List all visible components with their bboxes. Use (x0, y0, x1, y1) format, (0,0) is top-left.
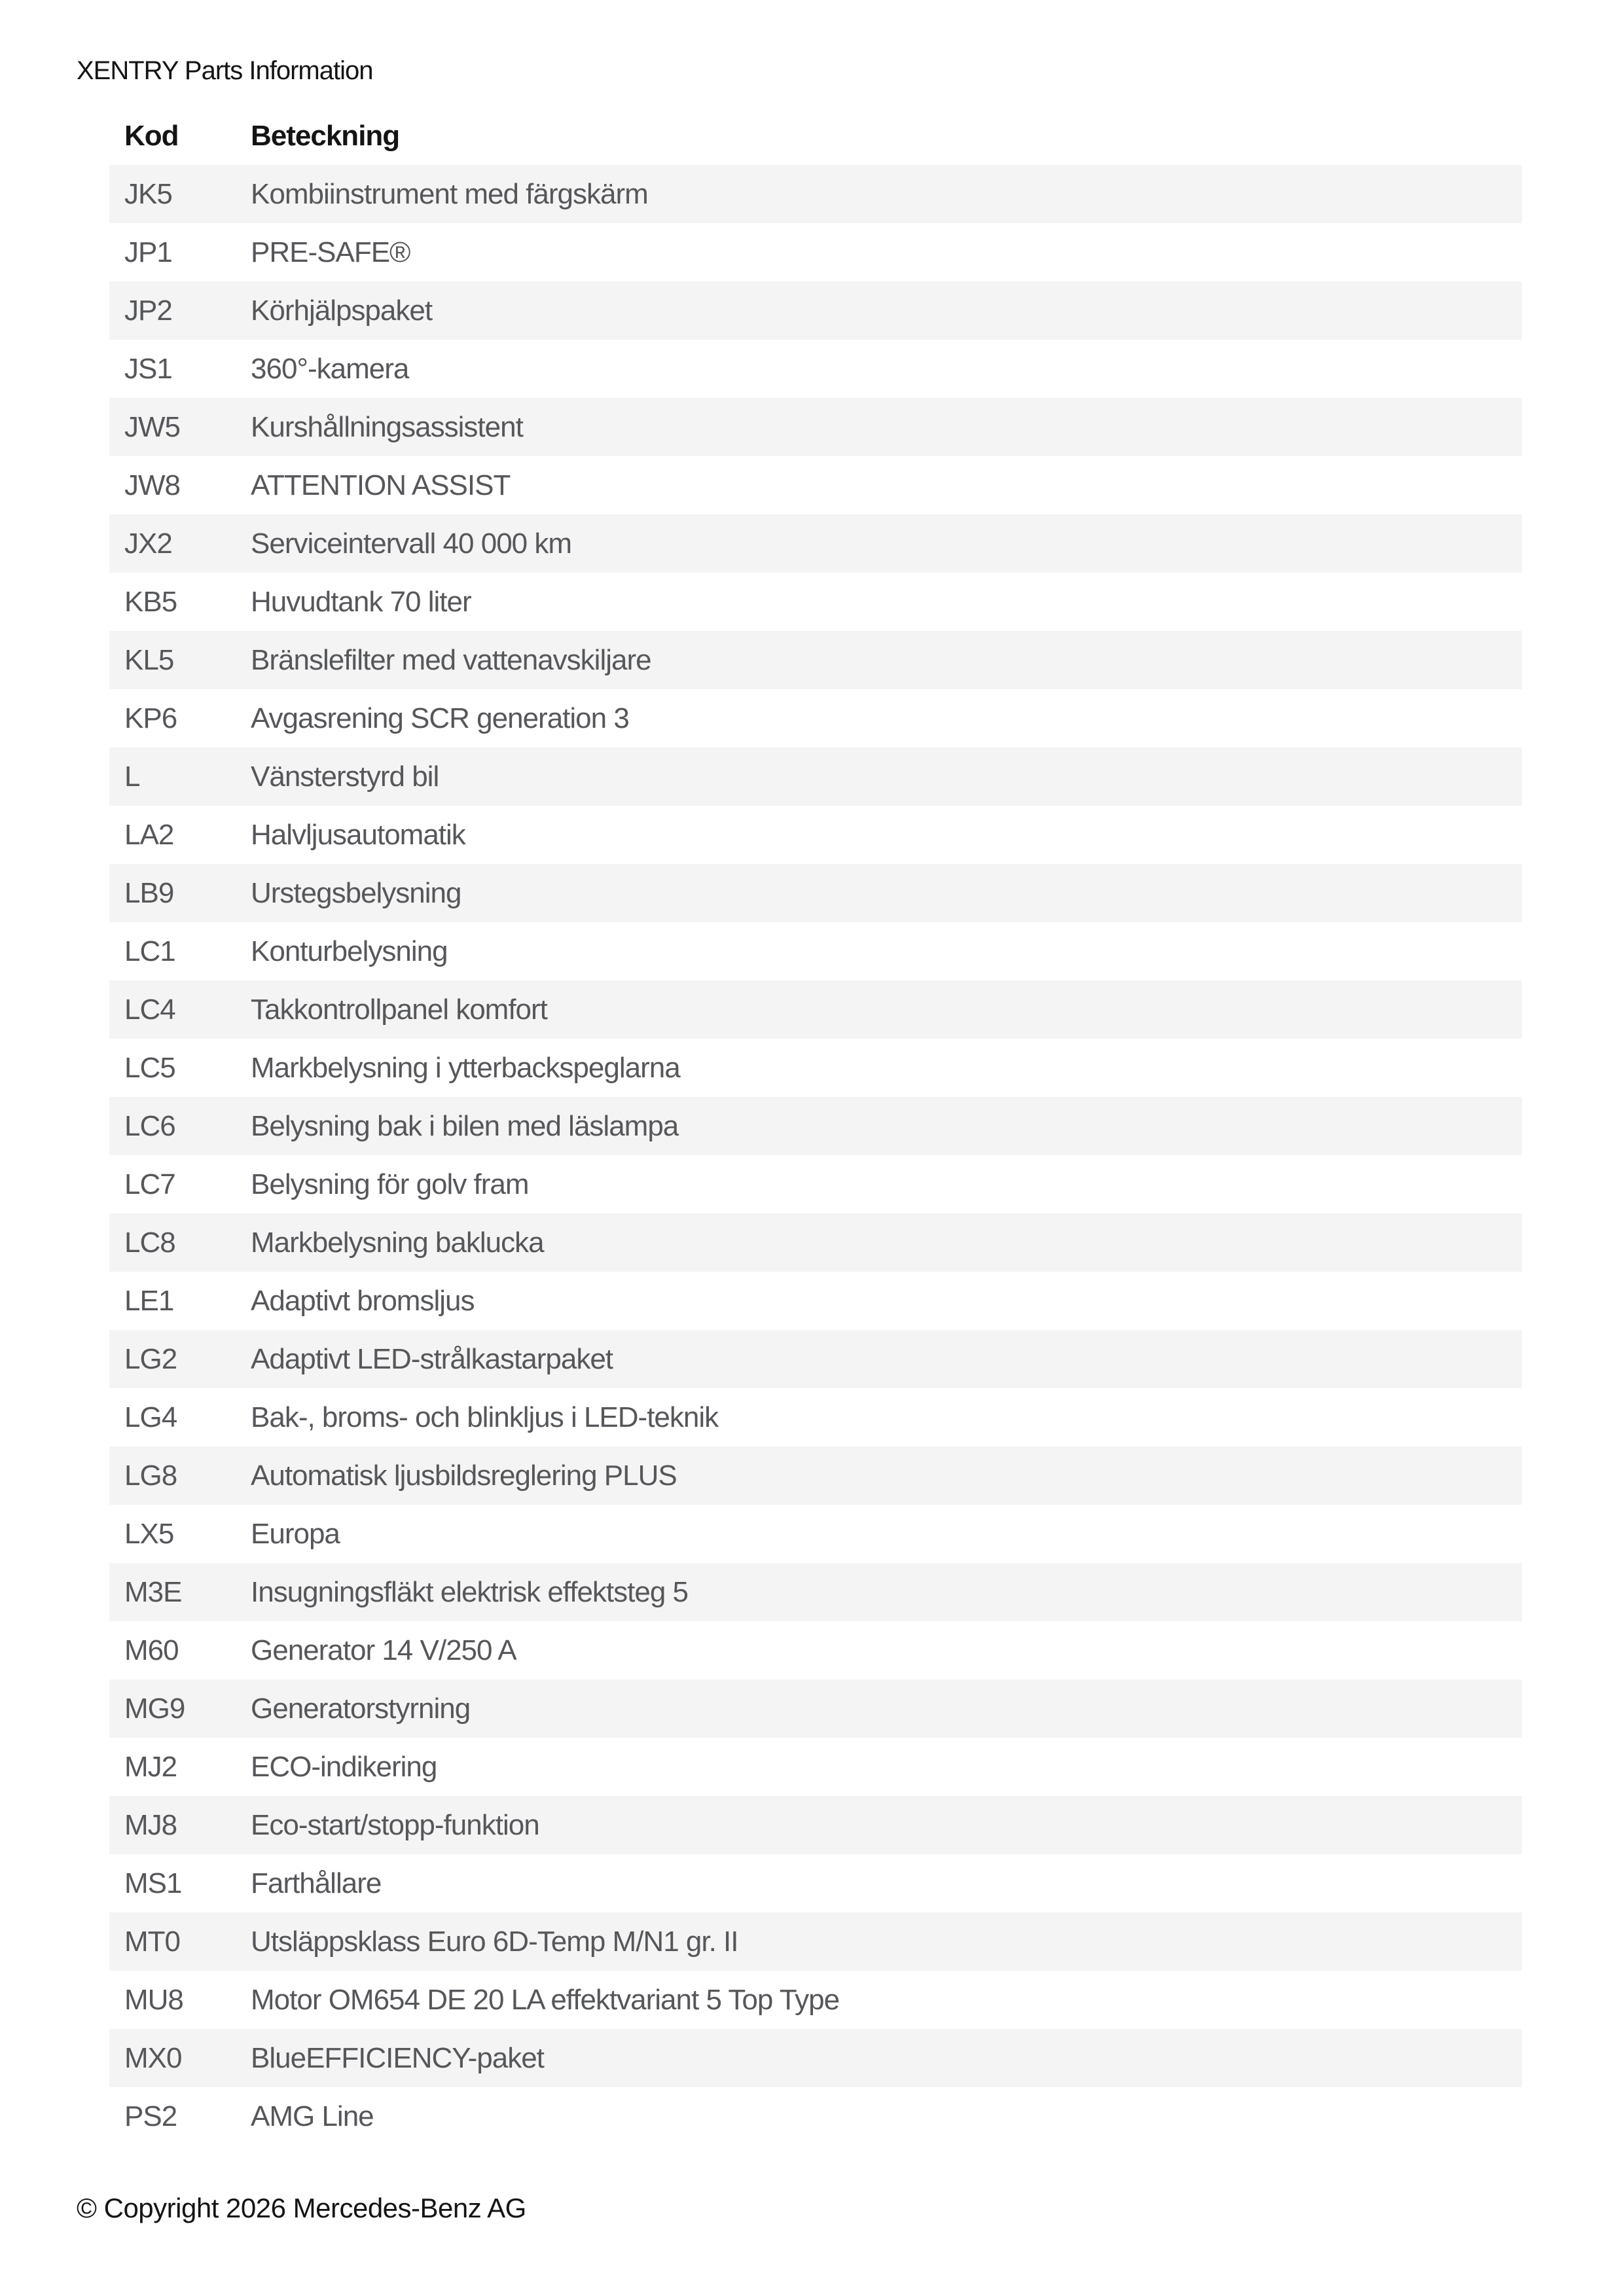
row-code: KP6 (124, 702, 177, 734)
row-description: ATTENTION ASSIST (251, 469, 511, 501)
row-code: JW8 (124, 469, 180, 501)
copyright-footer: © Copyright 2026 Mercedes-Benz AG (77, 2193, 526, 2223)
row-description: ECO-indikering (251, 1750, 437, 1783)
row-code: JX2 (124, 527, 172, 560)
row-code: LC8 (124, 1226, 175, 1259)
row-description: Belysning bak i bilen med läslampa (251, 1109, 679, 1142)
table-row (109, 1505, 1522, 1563)
row-code: LE1 (124, 1284, 174, 1317)
table-row (109, 1388, 1522, 1446)
row-description: Generatorstyrning (251, 1692, 471, 1725)
row-code: MU8 (124, 1983, 183, 2016)
row-description: Motor OM654 DE 20 LA effektvariant 5 Top Type (251, 1983, 840, 2016)
row-description: Urstegsbelysning (251, 876, 461, 909)
row-description: Bak-, broms- och blinkljus i LED-teknik (251, 1401, 719, 1433)
table-row (109, 165, 1522, 223)
row-description: Körhjälpspaket (251, 294, 433, 327)
table-row (109, 1679, 1522, 1738)
row-code: JK5 (124, 177, 172, 210)
row-description: Kombiinstrument med färgskärm (251, 177, 648, 210)
row-description: Konturbelysning (251, 935, 448, 967)
row-code: LB9 (124, 876, 174, 909)
row-code: L (124, 760, 140, 793)
row-code: LC7 (124, 1168, 175, 1200)
table-row (109, 281, 1522, 340)
row-description: Markbelysning baklucka (251, 1226, 544, 1259)
row-code: JP2 (124, 294, 172, 327)
row-code: MJ8 (124, 1808, 177, 1841)
table-row (109, 1446, 1522, 1505)
table-row (109, 1563, 1522, 1621)
row-description: Avgasrening SCR generation 3 (251, 702, 629, 734)
codes-table (109, 107, 1522, 2145)
table-row (109, 1097, 1522, 1155)
row-description: Europa (251, 1517, 340, 1550)
row-code: LA2 (124, 818, 174, 851)
table-row (109, 1330, 1522, 1388)
row-code: LG4 (124, 1401, 177, 1433)
table-row (109, 514, 1522, 573)
table-row (109, 1621, 1522, 1679)
table-row (109, 340, 1522, 398)
row-description: Adaptivt bromsljus (251, 1284, 475, 1317)
row-description: Insugningsfläkt elektrisk effektsteg 5 (251, 1575, 689, 1608)
column-header-kod: Kod (124, 119, 179, 152)
table-row (109, 631, 1522, 689)
table-row (109, 1738, 1522, 1796)
row-description: BlueEFFICIENCY-paket (251, 2041, 544, 2074)
row-description: Belysning för golv fram (251, 1168, 529, 1200)
row-description: Eco-start/stopp-funktion (251, 1808, 539, 1841)
table-row (109, 2029, 1522, 2087)
row-description: Vänsterstyrd bil (251, 760, 439, 793)
table-row (109, 980, 1522, 1039)
table-row (109, 456, 1522, 514)
table-row (109, 806, 1522, 864)
row-description: Takkontrollpanel komfort (251, 993, 547, 1026)
table-header (109, 107, 1522, 165)
table-row (109, 1155, 1522, 1213)
row-code: LC1 (124, 935, 175, 967)
row-code: LC5 (124, 1051, 175, 1084)
row-description: Serviceintervall 40 000 km (251, 527, 572, 560)
table-row (109, 2087, 1522, 2145)
row-description: Farthållare (251, 1867, 382, 1899)
row-code: LC6 (124, 1109, 175, 1142)
row-description: 360°-kamera (251, 352, 409, 385)
row-description: Automatisk ljusbildsreglering PLUS (251, 1459, 677, 1492)
row-description: AMG Line (251, 2100, 374, 2132)
row-code: PS2 (124, 2100, 177, 2132)
row-description: Adaptivt LED-strålkastarpaket (251, 1342, 613, 1375)
row-code: M60 (124, 1634, 179, 1666)
row-description: Kurshållningsassistent (251, 410, 523, 443)
row-description: Huvudtank 70 liter (251, 585, 471, 618)
table-row (109, 1272, 1522, 1330)
row-code: LG8 (124, 1459, 177, 1492)
table-row (109, 573, 1522, 631)
table-body (109, 165, 1522, 2145)
row-description: Utsläppsklass Euro 6D-Temp M/N1 gr. II (251, 1925, 738, 1958)
row-code: KL5 (124, 643, 174, 676)
row-description: Generator 14 V/250 A (251, 1634, 516, 1666)
row-code: LG2 (124, 1342, 177, 1375)
row-description: Markbelysning i ytterbackspeglarna (251, 1051, 680, 1084)
table-row (109, 1912, 1522, 1971)
row-code: MT0 (124, 1925, 180, 1958)
row-code: KB5 (124, 585, 177, 618)
row-description: Bränslefilter med vattenavskiljare (251, 643, 651, 676)
table-row (109, 1854, 1522, 1912)
page-title: XENTRY Parts Information (77, 56, 373, 85)
row-code: M3E (124, 1575, 182, 1608)
column-header-beteckning: Beteckning (251, 119, 400, 152)
row-code: LX5 (124, 1517, 174, 1550)
table-row (109, 689, 1522, 747)
row-code: MJ2 (124, 1750, 177, 1783)
table-row (109, 922, 1522, 980)
row-code: JW5 (124, 410, 180, 443)
table-row (109, 1213, 1522, 1272)
table-row (109, 1039, 1522, 1097)
table-row (109, 747, 1522, 806)
table-row (109, 223, 1522, 281)
row-code: JS1 (124, 352, 172, 385)
row-code: MS1 (124, 1867, 182, 1899)
table-row (109, 398, 1522, 456)
row-code: LC4 (124, 993, 175, 1026)
table-row (109, 1971, 1522, 2029)
row-description: Halvljusautomatik (251, 818, 465, 851)
row-code: JP1 (124, 236, 172, 268)
row-code: MG9 (124, 1692, 185, 1725)
row-description: PRE-SAFE® (251, 236, 410, 268)
row-code: MX0 (124, 2041, 182, 2074)
table-row (109, 864, 1522, 922)
table-row (109, 1796, 1522, 1854)
